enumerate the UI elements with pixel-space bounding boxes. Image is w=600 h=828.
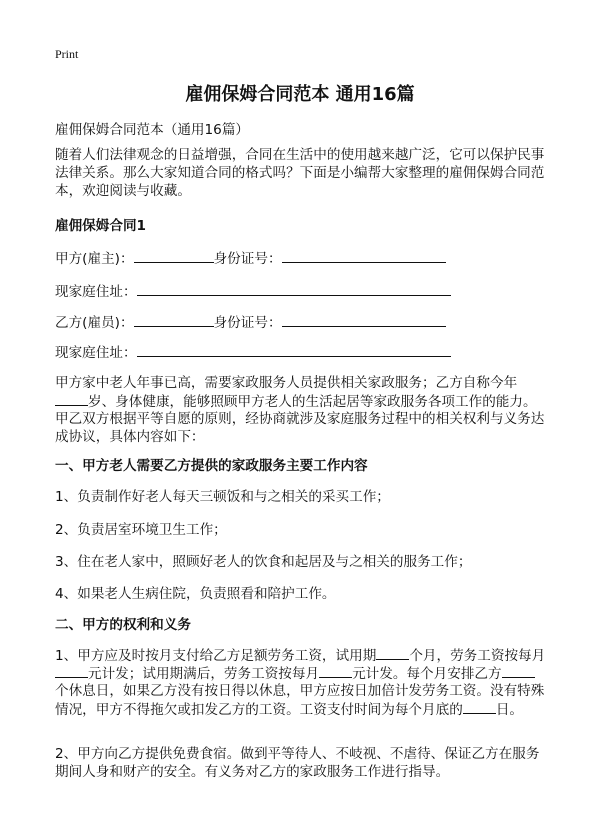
- list-item: 2、负责居室环境卫生工作；: [55, 522, 227, 538]
- agreement-line: 成协议，具体内容如下：: [55, 429, 205, 445]
- agreement-text: 岁、身体健康，能够照顾甲方老人的生活起居等家政服务各项工作的能力。: [88, 394, 537, 410]
- employer-address-blank[interactable]: [137, 282, 451, 296]
- intro-line: 法律关系。那么大家知道合同的格式吗？下面是小编帮大家整理的雇佣保姆合同范: [55, 165, 545, 181]
- clause-text: 日。: [495, 702, 523, 718]
- employee-row: [55, 313, 446, 332]
- employer-row: [55, 249, 446, 268]
- probation-months-blank[interactable]: [376, 646, 409, 660]
- clause-line: [55, 646, 545, 665]
- clause-text: 元计发；试用期满后，劳务工资按每月: [88, 666, 320, 682]
- section1-heading: 一、甲方老人需要乙方提供的家政服务主要工作内容: [55, 458, 368, 474]
- agreement-line: 甲乙双方根据平等自愿的原则，经协商就涉及家庭服务过程中的相关权利与义务达: [55, 411, 545, 427]
- clause-text: 元计发。每个月安排乙方: [352, 666, 502, 682]
- employer-name-blank[interactable]: [134, 249, 214, 263]
- employer-label: 甲方(雇主)：: [55, 251, 134, 267]
- clause-line: 2、甲方向乙方提供免费食宿。做到平等待人、不岐视、不虐待、保证乙方在服务: [55, 746, 540, 762]
- employee-address-row: [55, 343, 451, 362]
- print-link[interactable]: Print: [55, 47, 79, 61]
- list-item: 4、如果老人生病住院，负责照看和陪护工作。: [55, 586, 336, 602]
- address-label: 现家庭住址：: [55, 284, 137, 300]
- id-label: 身份证号：: [213, 251, 282, 267]
- agreement-line: [55, 392, 537, 411]
- clause-line: 个休息日，如果乙方没有按日得以休息，甲方应按日加倍计发劳务工资。没有特殊: [55, 683, 545, 699]
- clause-line: 期间人身和财产的安全。有义务对乙方的家政服务工作进行指导。: [55, 764, 450, 780]
- agreement-line: 甲方家中老人年事已高，需要家政服务人员提供相关家政服务；乙方自称今年: [55, 375, 518, 391]
- age-blank[interactable]: [55, 392, 88, 406]
- clause-line: [55, 664, 535, 683]
- subtitle: 雇佣保姆合同范本（通用16篇）: [55, 122, 250, 138]
- document-title: 雇佣保姆合同范本 通用16篇: [185, 84, 415, 105]
- section2-heading: 二、甲方的权利和义务: [55, 617, 191, 633]
- employee-id-blank[interactable]: [282, 313, 446, 327]
- intro-line: 本，欢迎阅读与收藏。: [55, 183, 191, 199]
- employee-label: 乙方(雇员)：: [55, 315, 134, 331]
- list-item: 1、负责制作好老人每天三顿饭和与之相关的采买工作；: [55, 489, 390, 505]
- rest-days-blank[interactable]: [502, 664, 535, 678]
- employer-id-blank[interactable]: [282, 249, 446, 263]
- employer-address-row: [55, 282, 451, 301]
- contract-heading: 雇佣保姆合同1: [55, 218, 147, 234]
- monthly-wage-blank[interactable]: [319, 664, 352, 678]
- clause-text: 情况，甲方不得拖欠或扣发乙方的工资。工资支付时间为每个月底的: [55, 702, 463, 718]
- probation-wage-blank[interactable]: [55, 664, 88, 678]
- employee-name-blank[interactable]: [134, 313, 214, 327]
- list-item: 3、住在老人家中，照顾好老人的饮食和起居及与之相关的服务工作；: [55, 554, 472, 570]
- id-label: 身份证号：: [213, 315, 282, 331]
- clause-text: 1、甲方应及时按月支付给乙方足额劳务工资，试用期: [55, 648, 377, 664]
- clause-text: 个月，劳务工资按每月: [409, 648, 546, 664]
- employee-address-blank[interactable]: [137, 343, 451, 357]
- intro-line: 随着人们法律观念的日益增强，合同在生活中的使用越来越广泛，它可以保护民事: [55, 147, 545, 163]
- pay-day-blank[interactable]: [463, 700, 496, 714]
- address-label: 现家庭住址：: [55, 345, 137, 361]
- clause-line: [55, 700, 523, 719]
